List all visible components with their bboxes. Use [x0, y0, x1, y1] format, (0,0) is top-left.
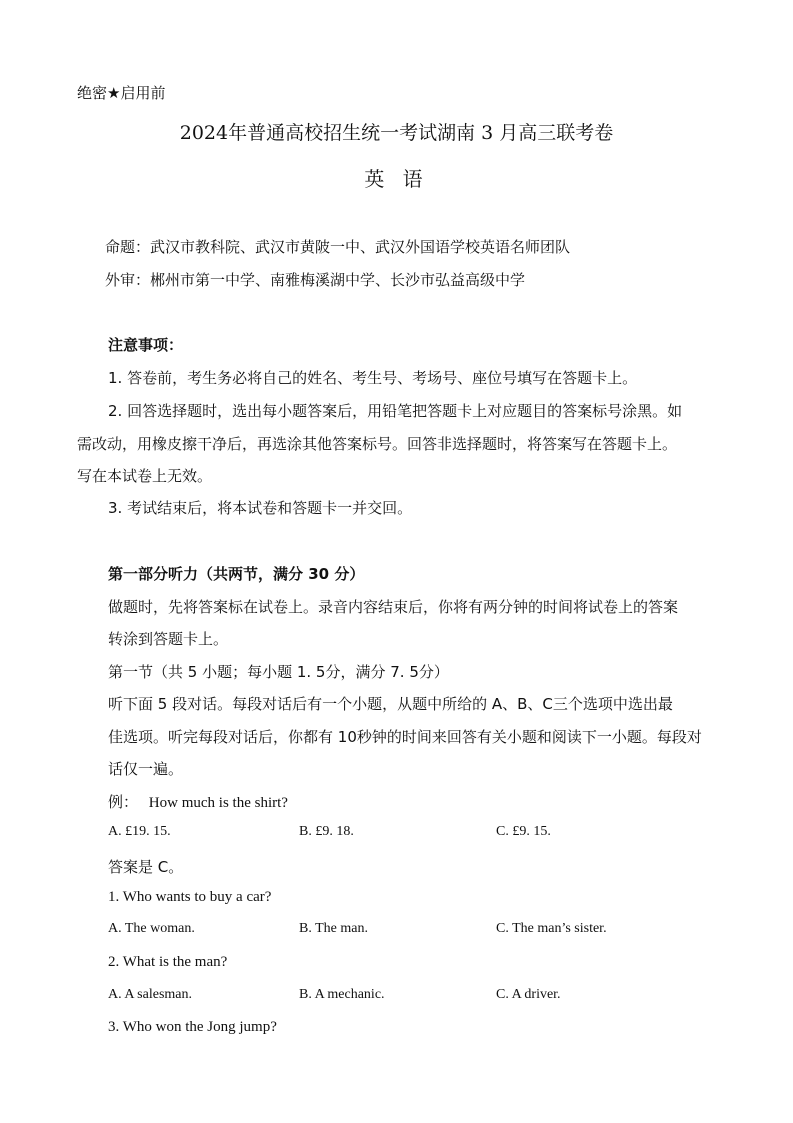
question-2: 2. What is the man? — [108, 954, 228, 970]
section1-heading: 第一节（共 5 小题；每小题 1. 5分，满分 7. 5分） — [108, 663, 449, 681]
example-question-text: How much is the shirt? — [148, 795, 288, 811]
part1-intro-line-1: 做题时，先将答案标在试卷上。录音内容结束后，你将有两分钟的时间将试卷上的答案 — [108, 598, 679, 616]
instructions-line-1: 听下面 5 段对话。每段对话后有一个小题，从题中所给的 A、B、C三个选项中选出最 — [108, 695, 673, 713]
notice-item-2-line-1: 2. 回答选择题时，选出每小题答案后，用铅笔把答题卡上对应题目的答案标号涂黑。如 — [108, 402, 683, 420]
example-answer: 答案是 C。 — [108, 858, 184, 876]
question-1-option-a: A. The woman. — [108, 921, 195, 936]
example-option-a: A. £19. 15. — [108, 824, 171, 839]
instructions-line-3: 话仅一遍。 — [108, 760, 184, 778]
reviewers-line: 外审：郴州市第一中学、南雅梅溪湖中学、长沙市弘益高级中学 — [105, 271, 526, 289]
part1-heading: 第一部分听力（共两节，满分 30 分） — [108, 565, 365, 583]
notice-heading: 注意事项： — [108, 336, 184, 354]
question-3: 3. Who won the Jong jump? — [108, 1019, 277, 1035]
example-option-c: C. £9. 15. — [496, 824, 551, 839]
question-2-option-a: A. A salesman. — [108, 987, 192, 1002]
example-label: 例： — [108, 793, 139, 811]
question-2-option-b: B. A mechanic. — [299, 987, 385, 1002]
subject-title: 英 语 — [364, 167, 429, 191]
instructions-line-2: 佳选项。听完每段对话后，你都有 10秒钟的时间来回答有关小题和阅读下一小题。每段对 — [108, 728, 702, 746]
question-1-option-c: C. The man’s sister. — [496, 921, 607, 936]
example-option-b: B. £9. 18. — [299, 824, 354, 839]
question-2-option-c: C. A driver. — [496, 987, 561, 1002]
exam-title: 2024年普通高校招生统一考试湖南 3 月高三联考卷 — [179, 122, 614, 144]
authors-line: 命题：武汉市教科院、武汉市黄陂一中、武汉外国语学校英语名师团队 — [105, 238, 571, 256]
confidential-mark: 绝密★启用前 — [77, 84, 166, 102]
notice-item-1: 1. 答卷前，考生务必将自己的姓名、考生号、考场号、座位号填写在答题卡上。 — [108, 369, 638, 387]
question-1: 1. Who wants to buy a car? — [108, 889, 272, 905]
question-1-option-b: B. The man. — [299, 921, 368, 936]
notice-item-2-line-2: 需改动，用橡皮擦干净后，再选涂其他答案标号。回答非选择题时，将答案写在答题卡上。 — [77, 435, 678, 453]
part1-intro-line-2: 转涂到答题卡上。 — [108, 630, 229, 648]
example-question — [108, 791, 288, 812]
notice-item-2-line-3: 写在本试卷上无效。 — [77, 467, 213, 485]
notice-item-3: 3. 考试结束后，将本试卷和答题卡一并交回。 — [108, 499, 413, 517]
